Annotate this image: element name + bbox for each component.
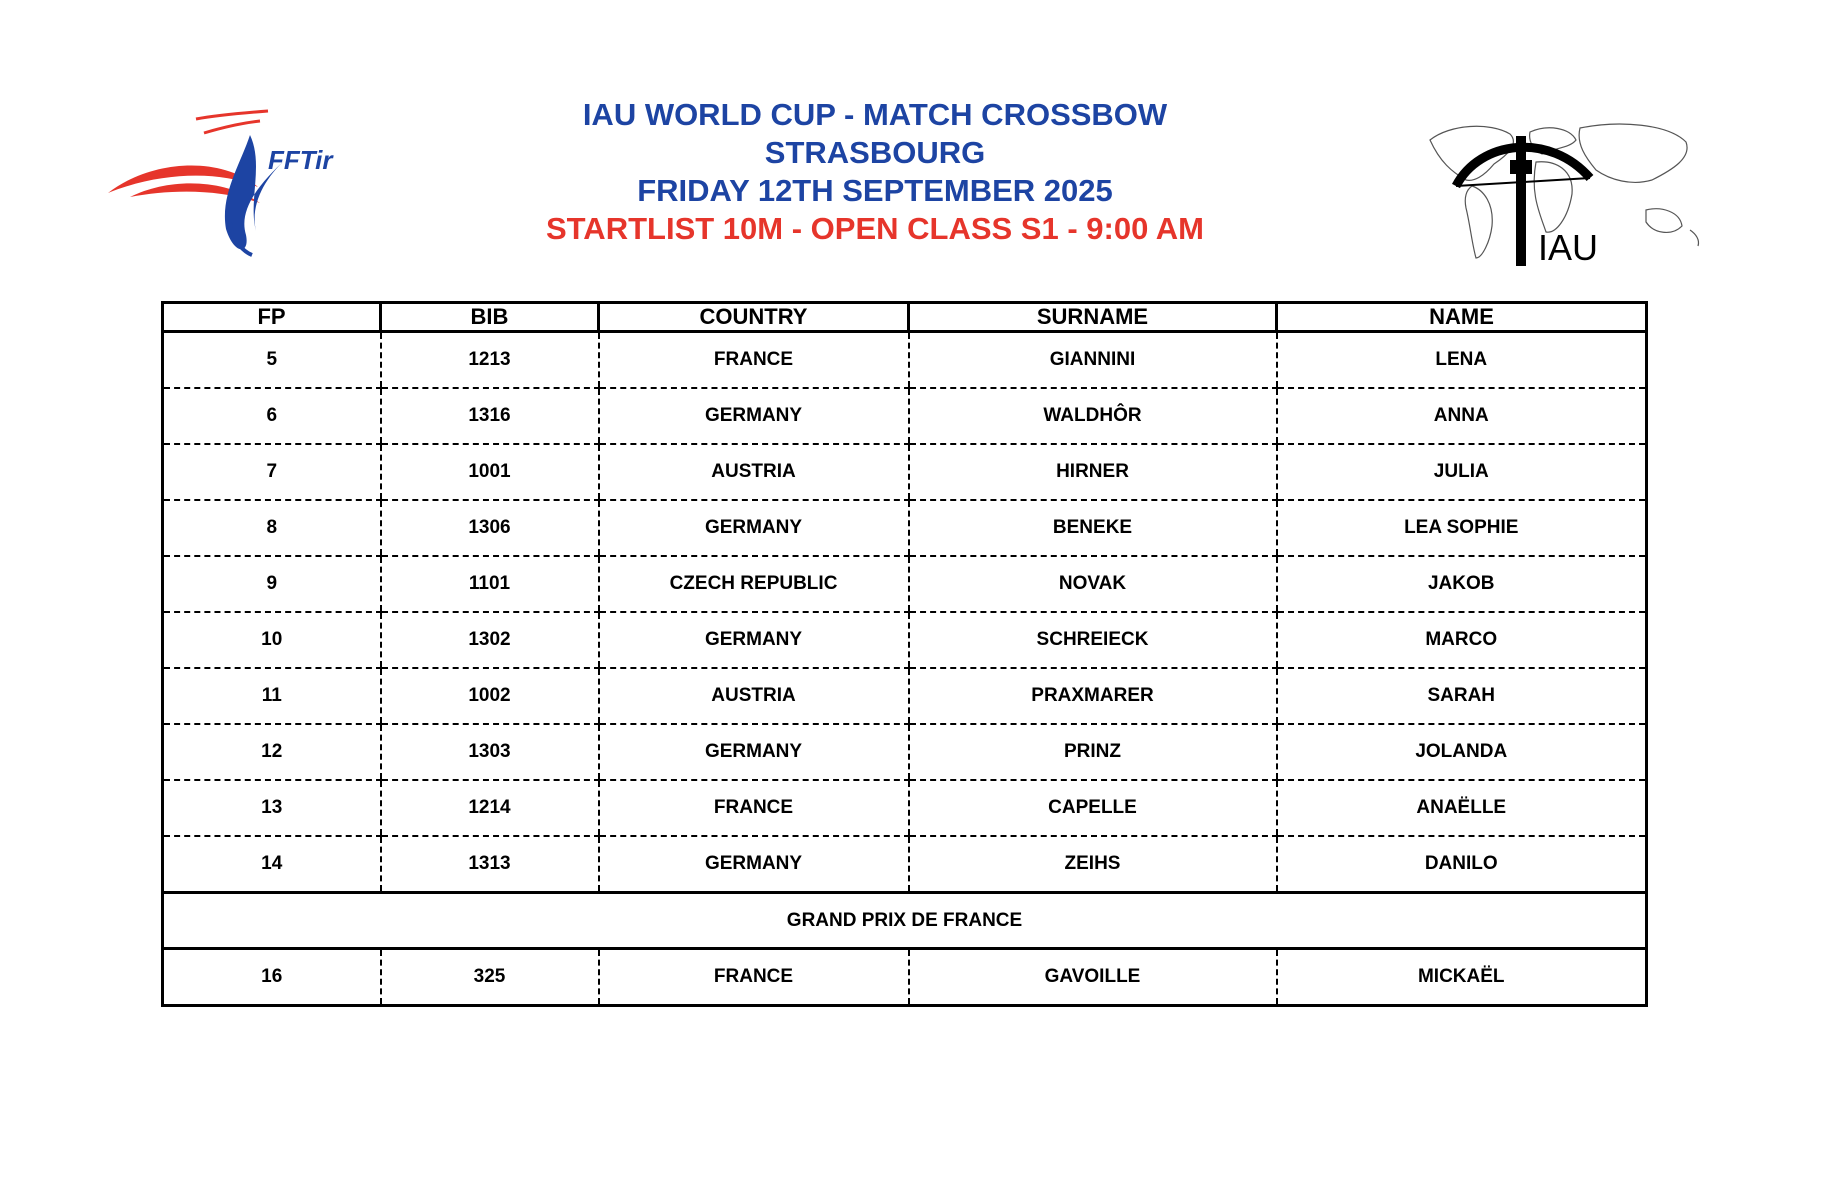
name-cell: DANILO [1277, 836, 1647, 893]
column-header-bib: BIB [381, 303, 599, 332]
iau-logo-text: IAU [1538, 227, 1599, 268]
startlist-table [161, 301, 1648, 1007]
surname-cell: CAPELLE [909, 780, 1277, 836]
surname-cell: SCHREIECK [909, 612, 1277, 668]
fp-cell: 8 [163, 500, 381, 556]
section-title: GRAND PRIX DE FRANCE [163, 893, 1647, 949]
country-cell: FRANCE [599, 949, 909, 1006]
iau-logo [1410, 110, 1710, 270]
column-header-surname: SURNAME [909, 303, 1277, 332]
table-row [163, 836, 1647, 893]
name-cell: ANNA [1277, 388, 1647, 444]
fp-cell: 16 [261, 966, 283, 987]
fp-cell: 13 [163, 780, 381, 836]
country-cell: CZECH REPUBLIC [599, 556, 909, 612]
rooster-emblem-icon [108, 111, 286, 255]
bib-cell: 1302 [381, 612, 599, 668]
event-date: FRIDAY 12TH SEPTEMBER 2025 [637, 173, 1113, 208]
bib-cell: 1316 [381, 388, 599, 444]
bib-cell: 1303 [381, 724, 599, 780]
table-row [163, 949, 1647, 1006]
table-row [163, 556, 1647, 612]
table-row [163, 780, 1647, 836]
bib-cell: 1313 [381, 836, 599, 893]
column-header-name: NAME [1277, 303, 1647, 332]
section-row-grand-prix [163, 893, 1647, 949]
surname-cell: ZEIHS [909, 836, 1277, 893]
bib-cell: 1001 [381, 444, 599, 500]
name-cell: LEA SOPHIE [1277, 500, 1647, 556]
fftir-logo-text: FFTir [268, 145, 333, 175]
table-row [163, 444, 1647, 500]
surname-cell: HIRNER [909, 444, 1277, 500]
bib-cell: 1214 [381, 780, 599, 836]
surname-cell: PRINZ [909, 724, 1277, 780]
fp-cell: 9 [163, 556, 381, 612]
country-cell: FRANCE [599, 780, 909, 836]
surname-cell: PRAXMARER [909, 668, 1277, 724]
country-cell: GERMANY [599, 388, 909, 444]
country-cell: AUSTRIA [599, 444, 909, 500]
name-cell: MARCO [1277, 612, 1647, 668]
table-row [163, 724, 1647, 780]
surname-cell: GAVOILLE [909, 949, 1277, 1006]
surname-cell: GIANNINI [909, 332, 1277, 389]
table-row [163, 668, 1647, 724]
name-cell: JOLANDA [1277, 724, 1647, 780]
fp-cell: 7 [163, 444, 381, 500]
country-cell: AUSTRIA [599, 668, 909, 724]
fp-cell: 5 [163, 332, 381, 389]
fp-cell: 6 [163, 388, 381, 444]
country-cell: GERMANY [599, 612, 909, 668]
country-cell: GERMANY [599, 500, 909, 556]
fp-cell: 14 [163, 836, 381, 893]
table-row [163, 388, 1647, 444]
bib-cell: 1101 [381, 556, 599, 612]
bib-cell: 1002 [381, 668, 599, 724]
surname-cell: WALDHÔR [909, 388, 1277, 444]
bib-cell: 1306 [381, 500, 599, 556]
column-header-country: COUNTRY [599, 303, 909, 332]
event-title: IAU WORLD CUP - MATCH CROSSBOW [582, 97, 1168, 132]
name-cell: JULIA [1277, 444, 1647, 500]
table-row [163, 500, 1647, 556]
startlist-title: STARTLIST 10M - OPEN CLASS S1 - 9:00 AM [546, 211, 1204, 246]
page-header [360, 96, 1390, 248]
bib-cell: 325 [381, 949, 599, 1006]
surname-cell: BENEKE [909, 500, 1277, 556]
table-row [163, 612, 1647, 668]
event-location: STRASBOURG [764, 135, 986, 170]
name-cell: SARAH [1277, 668, 1647, 724]
fp-cell: 11 [163, 668, 381, 724]
name-cell: MICKAËL [1277, 949, 1647, 1006]
column-header-fp: FP [163, 303, 381, 332]
name-cell: LENA [1277, 332, 1647, 389]
name-cell: ANAËLLE [1277, 780, 1647, 836]
country-cell: FRANCE [599, 332, 909, 389]
fp-cell: 12 [163, 724, 381, 780]
fp-cell: 10 [163, 612, 381, 668]
country-cell: GERMANY [599, 724, 909, 780]
surname-cell: NOVAK [909, 556, 1277, 612]
table-row [163, 332, 1647, 389]
fftir-logo [100, 105, 360, 265]
country-cell: GERMANY [599, 836, 909, 893]
table-header-row [163, 303, 1647, 332]
name-cell: JAKOB [1277, 556, 1647, 612]
bib-cell: 1213 [381, 332, 599, 389]
